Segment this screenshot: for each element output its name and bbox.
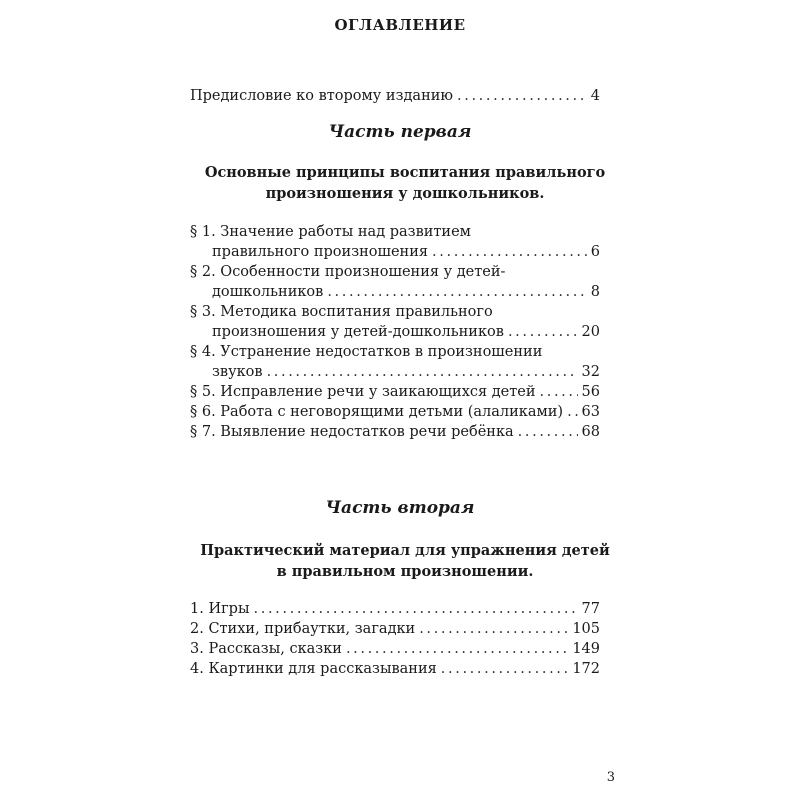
entry-label-line1: § 1. Значение работы над развитием xyxy=(190,224,471,240)
page-number: 3 xyxy=(606,770,615,785)
dot-leader xyxy=(346,639,568,659)
entry-page: 4 xyxy=(590,88,600,104)
entry-label-line1: § 2. Особенности произношения у детей- xyxy=(190,264,506,280)
dot-leader xyxy=(508,322,578,342)
toc-entry xyxy=(190,599,600,619)
dot-leader xyxy=(540,382,578,402)
entry-page: 172 xyxy=(572,661,600,677)
entry-page: 32 xyxy=(581,364,600,380)
entry-page: 56 xyxy=(581,384,600,400)
entry-label: § 6. Работа с неговорящими детьми (алаликами) xyxy=(190,404,564,420)
part-one-subtitle-line2: произношения у дошкольников. xyxy=(265,185,545,202)
entry-label-line2: звуков xyxy=(212,364,263,380)
dot-leader xyxy=(457,86,587,106)
part-two-title: Часть вторая xyxy=(325,498,475,518)
entry-page: 105 xyxy=(572,621,600,637)
part-one-subtitle xyxy=(190,162,620,204)
entry-page: 63 xyxy=(581,404,600,420)
entry-label: § 7. Выявление недостатков речи ребёнка xyxy=(190,424,514,440)
dot-leader xyxy=(567,402,577,422)
part-two-subtitle-line2: в правильном произношении. xyxy=(276,563,534,580)
entry-label: 2. Стихи, прибаутки, загадки xyxy=(190,621,416,637)
dot-leader xyxy=(254,599,578,619)
dot-leader xyxy=(441,659,569,679)
page-heading: ОГЛАВЛЕНИЕ xyxy=(334,16,466,34)
toc-entry xyxy=(190,342,600,382)
entry-label: 3. Рассказы, сказки xyxy=(190,641,342,657)
dot-leader xyxy=(432,242,587,262)
toc-entry xyxy=(190,382,600,402)
toc-entry xyxy=(190,659,600,679)
toc-entry xyxy=(190,402,600,422)
part-one-subtitle-line1: Основные принципы воспитания правильного xyxy=(204,164,606,181)
toc-entry xyxy=(190,422,600,442)
toc-entry xyxy=(190,86,600,106)
toc-entry xyxy=(190,302,600,342)
entry-label: § 5. Исправление речи у заикающихся детей xyxy=(190,384,536,400)
entry-label: 1. Игры xyxy=(190,601,250,617)
toc-entry xyxy=(190,619,600,639)
entry-label-line2: правильного произношения xyxy=(212,244,429,260)
entry-page: 149 xyxy=(572,641,600,657)
entry-label-line2: дошкольников xyxy=(212,284,324,300)
entry-page: 8 xyxy=(590,284,600,300)
part-two-subtitle xyxy=(190,540,620,582)
dot-leader xyxy=(327,282,586,302)
toc-entry xyxy=(190,262,600,302)
toc-entry xyxy=(190,639,600,659)
entry-page: 68 xyxy=(581,424,600,440)
part-two-subtitle-line1: Практический материал для упражнения детей xyxy=(200,542,610,559)
toc-entry xyxy=(190,222,600,262)
entry-label: Предисловие ко второму изданию xyxy=(190,88,454,104)
dot-leader xyxy=(419,619,568,639)
part-one-title: Часть первая xyxy=(328,122,472,142)
entry-page: 20 xyxy=(581,324,600,340)
entry-label-line2: произношения у детей-дошкольников xyxy=(212,324,504,340)
entry-page: 77 xyxy=(581,601,600,617)
entry-label-line1: § 4. Устранение недостатков в произношении xyxy=(190,344,543,360)
dot-leader xyxy=(518,422,578,442)
entry-label: 4. Картинки для рассказывания xyxy=(190,661,437,677)
entry-page: 6 xyxy=(590,244,600,260)
entry-label-line1: § 3. Методика воспитания правильного xyxy=(190,304,493,320)
dot-leader xyxy=(267,362,578,382)
